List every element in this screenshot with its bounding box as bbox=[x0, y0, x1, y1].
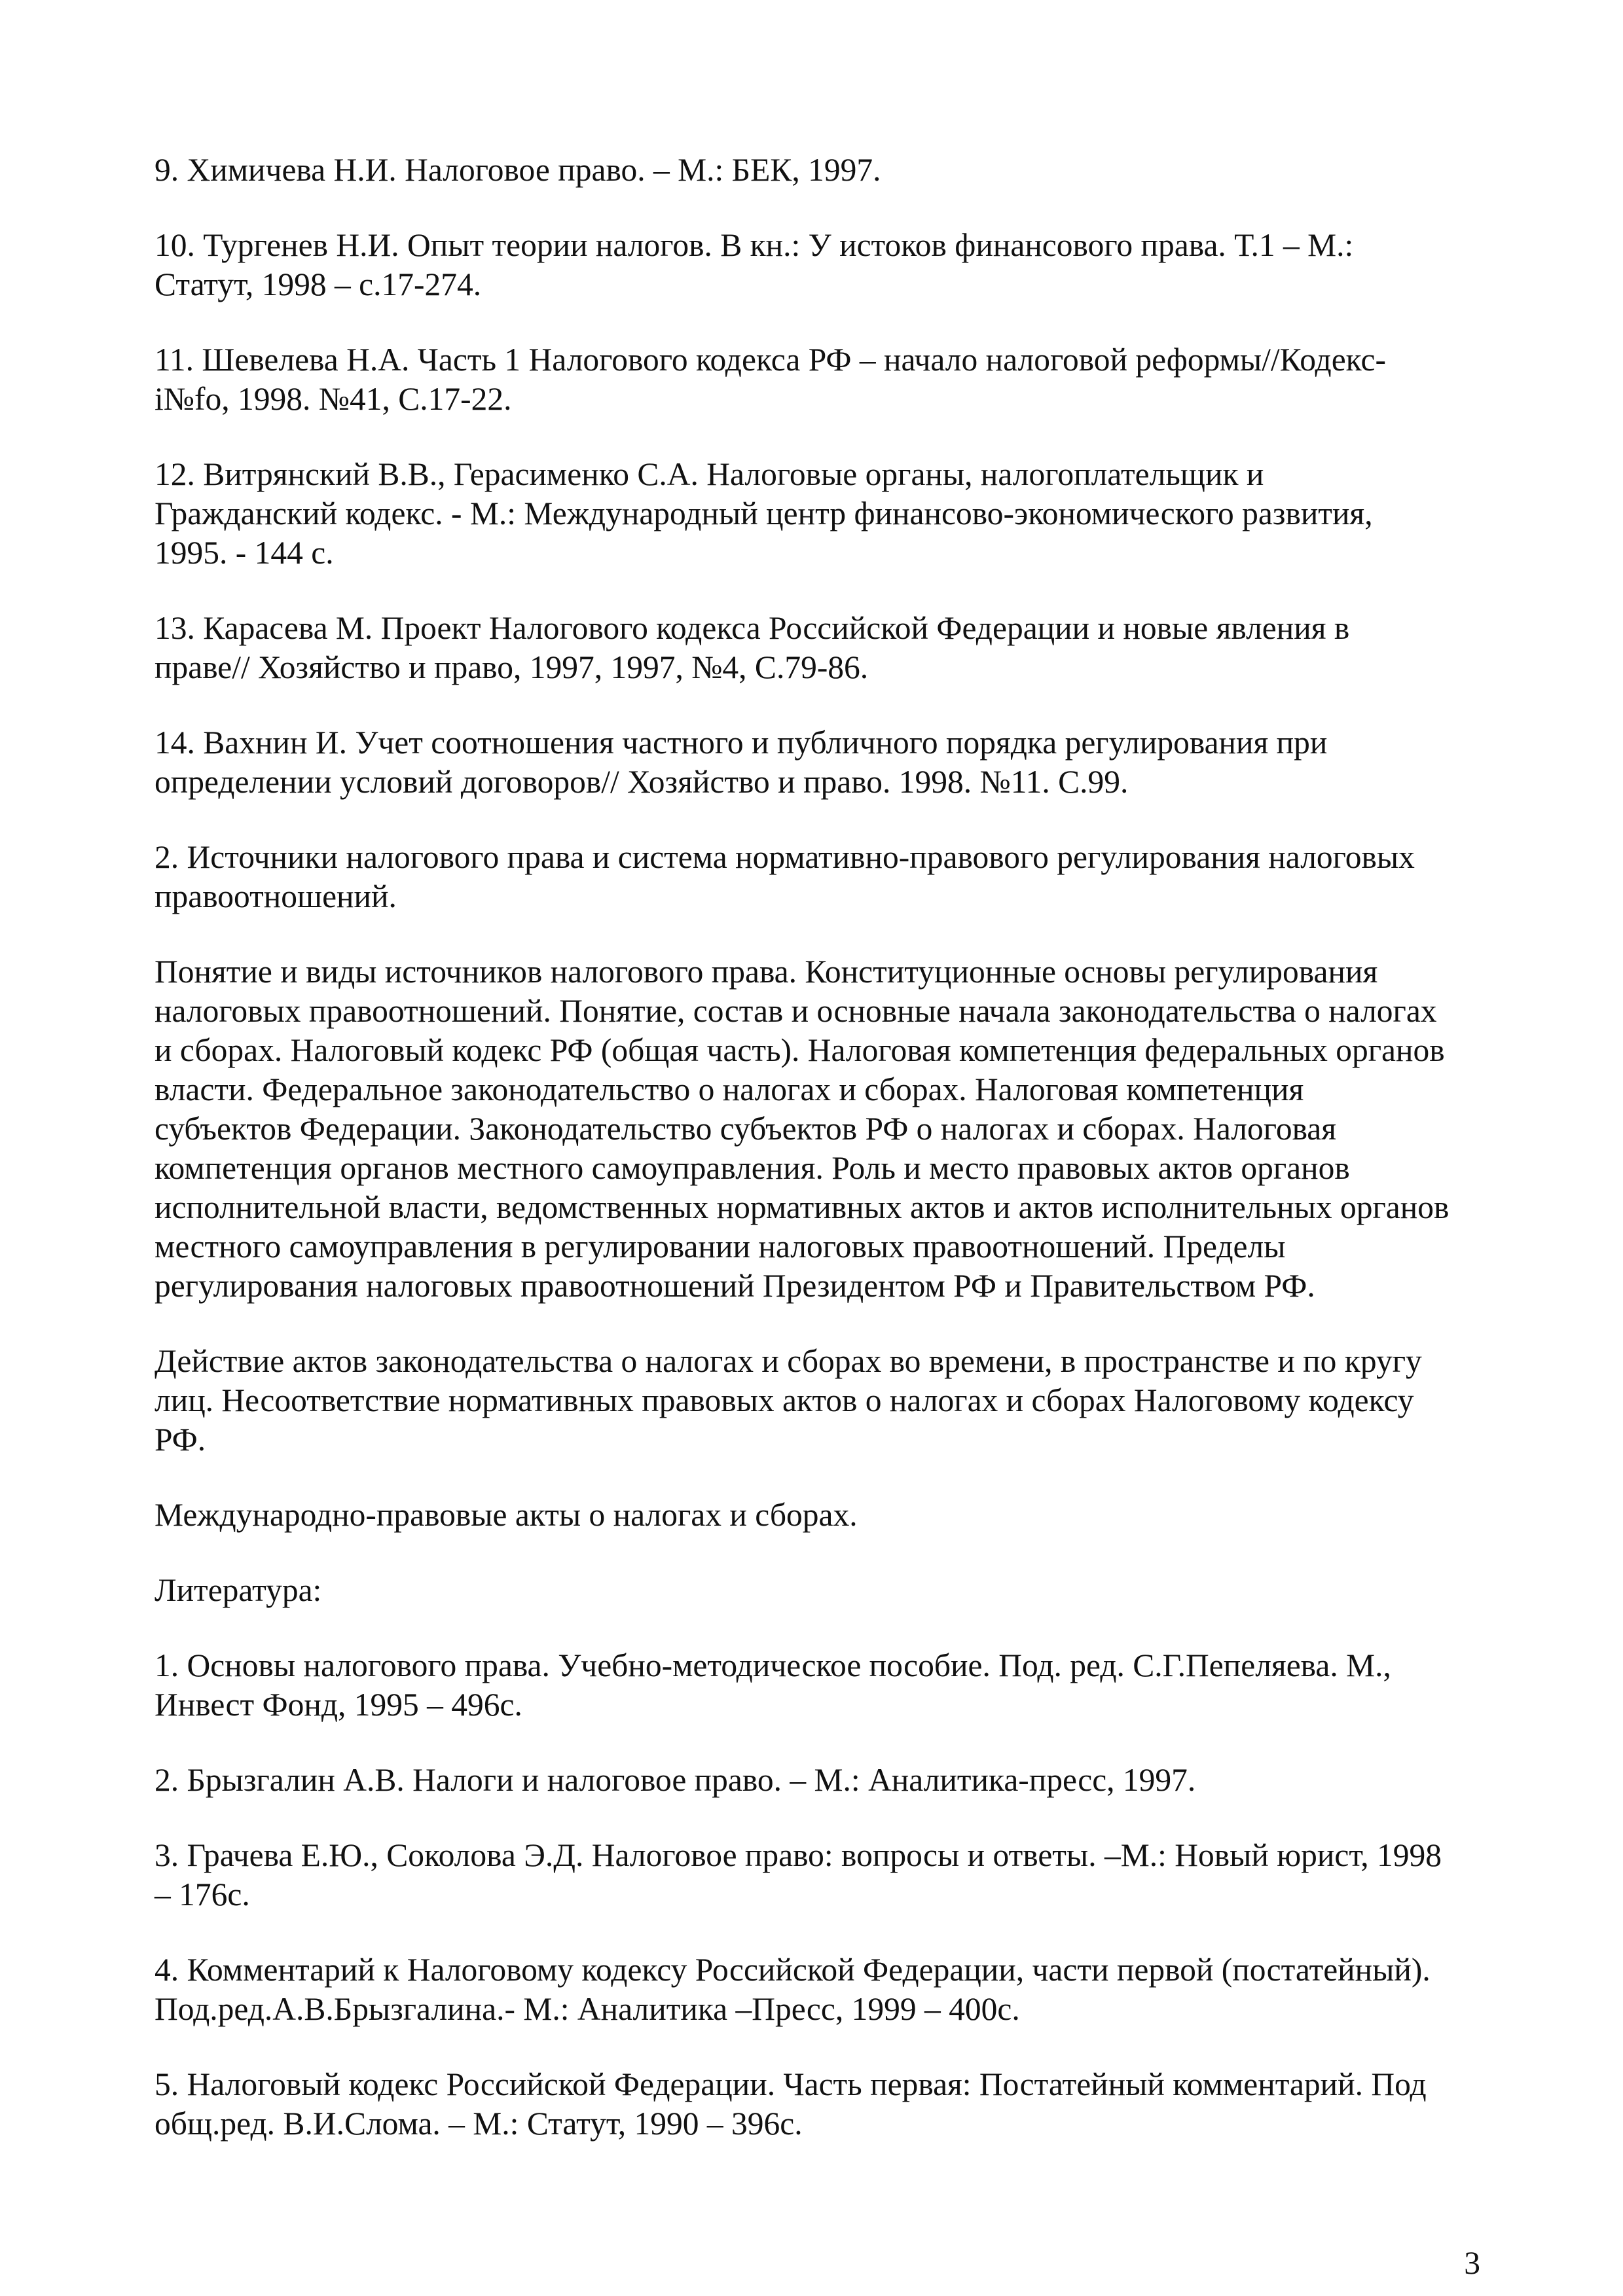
text-line: лиц. Несоответствие нормативных правовых актов о налогах и сборах Налоговому кодексу bbox=[155, 1382, 1414, 1418]
text-line: и сборах. Налоговый кодекс РФ (общая часть). Налоговая компетенция федеральных органов bbox=[155, 1032, 1445, 1068]
text-line: регулирования налоговых правоотношений Президентом РФ и Правительством РФ. bbox=[155, 1268, 1315, 1304]
text-line: Литература: bbox=[155, 1572, 322, 1608]
text-line: Понятие и виды источников налогового права. Конституционные основы регулирования bbox=[155, 954, 1378, 990]
text-line: местного самоуправления в регулировании налоговых правоотношений. Пределы bbox=[155, 1229, 1286, 1265]
text-line: Гражданский кодекс. - М.: Международный центр финансово-экономического развития, bbox=[155, 495, 1373, 531]
text-line: исполнительной власти, ведомственных нормативных актов и актов исполнительных органов bbox=[155, 1189, 1450, 1225]
text-line: 10. Тургенев Н.И. Опыт теории налогов. В кн.: У истоков финансового права. Т.1 – М.: bbox=[155, 227, 1354, 263]
text-line: субъектов Федерации. Законодательство субъектов РФ о налогах и сборах. Налоговая bbox=[155, 1111, 1337, 1147]
text-line: правоотношений. bbox=[155, 878, 397, 914]
literature-heading bbox=[155, 1571, 1490, 1610]
text-line: 11. Шевелева Н.А. Часть 1 Налогового кодекса РФ – начало налоговой реформы//Кодекс- bbox=[155, 342, 1386, 378]
text-line: – 176с. bbox=[155, 1876, 250, 1912]
section-description bbox=[155, 952, 1490, 1306]
text-line: 3. Грачева Е.Ю., Соколова Э.Д. Налоговое право: вопросы и ответы. –М.: Новый юрист, 1998 bbox=[155, 1837, 1442, 1873]
text-line: праве// Хозяйство и право, 1997, 1997, №4, С.79-86. bbox=[155, 649, 869, 685]
section-paragraph bbox=[155, 1496, 1490, 1535]
text-line: определении условий договоров// Хозяйство и право. 1998. №11. С.99. bbox=[155, 764, 1129, 800]
text-line: 12. Витрянский В.В., Герасименко С.А. Налоговые органы, налогоплательщик и bbox=[155, 456, 1264, 492]
text-line: 14. Вахнин И. Учет соотношения частного и публичного порядка регулирования при bbox=[155, 725, 1328, 761]
reference-item-11 bbox=[155, 340, 1490, 419]
text-line: 1995. - 144 с. bbox=[155, 535, 334, 571]
text-line: 2. Брызгалин А.В. Налоги и налоговое право. – М.: Аналитика-пресс, 1997. bbox=[155, 1762, 1196, 1798]
text-line: i№fo, 1998. №41, С.17-22. bbox=[155, 381, 512, 417]
text-line: компетенция органов местного самоуправления. Роль и место правовых актов органов bbox=[155, 1150, 1350, 1186]
text-line: Международно-правовые акты о налогах и сборах. bbox=[155, 1497, 858, 1533]
document-body bbox=[155, 151, 1490, 2144]
text-line: Под.ред.А.В.Брызгалина.- М.: Аналитика –Пресс, 1999 – 400с. bbox=[155, 1991, 1020, 2027]
text-line: 2. Источники налогового права и система нормативно-правового регулирования налоговых bbox=[155, 839, 1415, 875]
literature-item-3 bbox=[155, 1836, 1490, 1914]
text-line: Инвест Фонд, 1995 – 496с. bbox=[155, 1687, 522, 1723]
text-line: общ.ред. В.И.Слома. – М.: Статут, 1990 – 396с. bbox=[155, 2106, 803, 2142]
text-line: Статут, 1998 – с.17-274. bbox=[155, 266, 482, 302]
reference-item-12 bbox=[155, 455, 1490, 573]
reference-item-10 bbox=[155, 226, 1490, 304]
text-line: 13. Карасева М. Проект Налогового кодекса Российской Федерации и новые явления в bbox=[155, 610, 1350, 646]
reference-item-13 bbox=[155, 609, 1490, 687]
text-line: 1. Основы налогового права. Учебно-методическое пособие. Под. ред. С.Г.Пепеляева. М., bbox=[155, 1647, 1391, 1683]
literature-item-1 bbox=[155, 1646, 1490, 1725]
text-line: 5. Налоговый кодекс Российской Федерации. Часть первая: Постатейный комментарий. Под bbox=[155, 2066, 1427, 2102]
text-line: налоговых правоотношений. Понятие, состав и основные начала законодательства о налогах bbox=[155, 993, 1437, 1029]
text-line: власти. Федеральное законодательство о налогах и сборах. Налоговая компетенция bbox=[155, 1071, 1304, 1107]
literature-item-2 bbox=[155, 1761, 1490, 1800]
text-line: 4. Комментарий к Налоговому кодексу Российской Федерации, части первой (постатейный). bbox=[155, 1952, 1431, 1988]
literature-item-5 bbox=[155, 2065, 1490, 2144]
section-heading-2 bbox=[155, 838, 1490, 916]
section-paragraph bbox=[155, 1342, 1490, 1460]
reference-item-14 bbox=[155, 723, 1490, 802]
text-line: Действие актов законодательства о налогах и сборах во времени, в пространстве и по кругу bbox=[155, 1343, 1422, 1379]
text-line: 9. Химичева Н.И. Налоговое право. – М.: БЕК, 1997. bbox=[155, 152, 881, 188]
literature-item-4 bbox=[155, 1950, 1490, 2029]
page-number: 3 bbox=[1464, 2245, 1480, 2281]
reference-item-9 bbox=[155, 151, 1490, 190]
text-line: РФ. bbox=[155, 1422, 206, 1458]
